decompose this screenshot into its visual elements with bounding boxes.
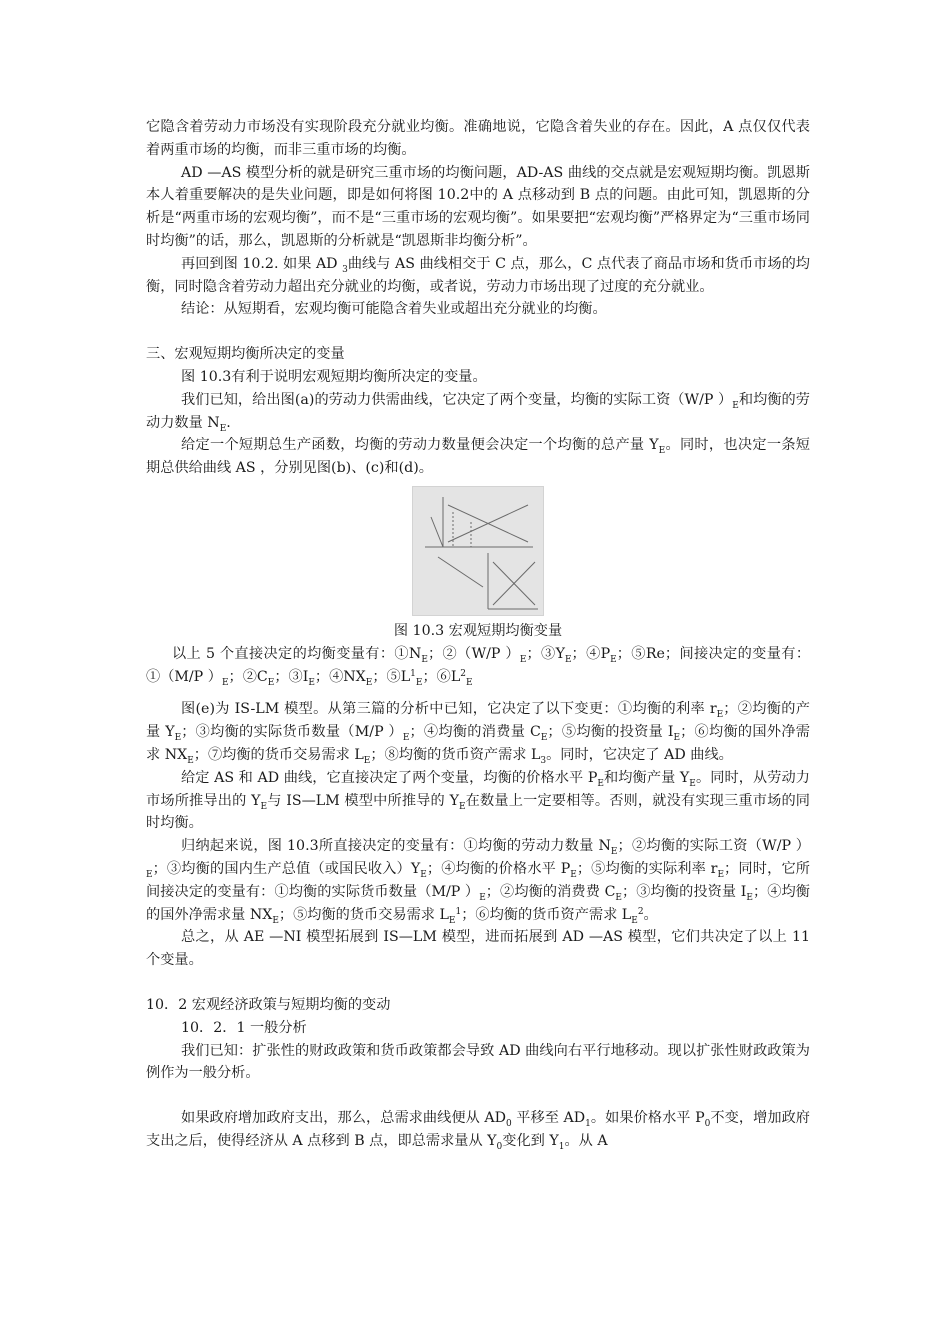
paragraph-intro-1: 它隐含着劳动力市场没有实现阶段充分就业均衡。准确地说，它隐含着失业的存在。因此，A 点仅仅代表着两重市场的均衡，而非三重市场的均衡。 [146,119,810,158]
paragraph-s3-8: 总之，从 AE —NI 模型拓展到 IS—LM 模型，进而拓展到 AD —AS 模型，它们共决定了以上 11 个变量。 [146,929,810,969]
subsection-heading-10-2-1: 10．2．1 一般分析 [181,1019,307,1036]
figure-caption: 图 10.3 宏观短期均衡变量 [393,622,563,639]
paragraph-s3-1: 图 10.3有利于说明宏观短期均衡所决定的变量。 [181,368,487,385]
paragraph-s3-7: 归纳起来说，图 10.3所直接决定的变量有：①均衡的劳动力数量 $N_E$；②均衡的实际工资（W/P ）$_E$；③均衡的国内生产总值（或国民收入）$Y_E$；④均衡的价格水平 $P_E$；⑤均衡的实际利率 $r_E$；同时，它所间接决定的变量有：①均衡的实际货币数量（M/P ）$_E$；②均衡的消费费 $C_E$；③均衡的投资量 $I_E$；④均衡的国外净需求量 $NX_E$；⑤均衡的货币交易需求 $L_E^1$；⑥均衡的货币资产需求 $L_E^2$。 [146,838,810,926]
paragraph-intro-3: 再回到图 10.2. 如果 AD $_3$曲线与 AS 曲线相交于 C 点，那么，C 点代表了商品市场和货币市场的均衡，同时隐含着劳动力超出充分就业的均衡，或者说，劳动力市场出现了过度的充分就业。 [146,255,810,295]
paragraph-s3-6: 给定 AS 和 AD 曲线，它直接决定了两个变量，均衡的价格水平 $P_E$和均衡产量 $Y_E$。同时，从劳动力市场所推导出的 $Y_E$与 IS—LM 模型中所推导的 $Y_E$在数量上一定要相等。否则，就没有实现三重市场的同时均衡。 [146,769,810,832]
paragraph-intro-2: AD —AS 模型分析的就是研究三重市场的均衡问题，AD-AS 曲线的交点就是宏观短期均衡。凯恩斯本人着重要解决的是失业问题，即是如何将图 10.2中的 A 点移动到 B 点的问题。由此可知，凯恩斯的分析是“两重市场的宏观均衡”，而不是“三重市场的宏观均衡”。如果要把“宏观均衡”严格界定为“三重市场同时均衡”的话，那么，凯恩斯的分析就是“凯恩斯非均衡分析”。 [146,164,810,249]
paragraph-102-1: 我们已知：扩张性的财政政策和货币政策都会导致 AD 曲线向右平行地移动。现以扩张性财政政策为例作为一般分析。 [146,1042,810,1082]
document-body [146,116,810,1153]
paragraph-conclusion: 结论：从短期看，宏观均衡可能隐含着失业或超出充分就业的均衡。 [181,301,607,318]
figure-10-3-image [412,486,544,616]
section-heading-10-2: 10．2 宏观经济政策与短期均衡的变动 [146,996,391,1013]
paragraph-s3-2: 我们已知，给出图(a)的劳动力供需曲线，它决定了两个变量，均衡的实际工资（W/P ）$_E$和均衡的劳动力数量 $N_E$. [146,391,810,434]
section-heading-3: 三、宏观短期均衡所决定的变量 [146,346,345,363]
paragraph-102-2: 如果政府增加政府支出，那么，总需求曲线便从 $AD_0$ 平移至 $AD_1$。如果价格水平 $P_0$不变，增加政府支出之后，使得经济从 A 点移到 B 点，即总需求量从 $Y_0$变化到 $Y_1$。从 A [146,1110,810,1152]
paragraph-s3-4: 以上 5 个直接决定的均衡变量有：$①N_E$；②（W/P ）$_E$；$③Y_E$；$④P_E$；⑤Re；间接决定的变量有：①（M/P ）$_E$；$②C_E$；$③I_E$；$④NX_E$；$⑤L^1_E$；$⑥L^2_E$ [146,645,811,688]
paragraph-s3-3: 给定一个短期总生产函数，均衡的劳动力数量便会决定一个均衡的总产量 $Y_E$。同时，也决定一条短期总供给曲线 AS ，分别见图(b)、(c)和(d)。 [146,437,810,477]
paragraph-s3-5: 图(e)为 IS-LM 模型。从第三篇的分析中已知，它决定了以下变更：①均衡的利率 $r_E$；②均衡的产量 $Y_E$；③均衡的实际货币数量（M/P ）$_E$；④均衡的消费量 $C_E$；⑤均衡的投资量 $I_E$；⑥均衡的国外净需求 $NX_E$；⑦均衡的货币交易需求 $L_E$；⑧均衡的货币资产需求 $L_3$。同时，它决定了 AD 曲线。 [146,701,810,766]
figure-10-3 [146,486,810,616]
